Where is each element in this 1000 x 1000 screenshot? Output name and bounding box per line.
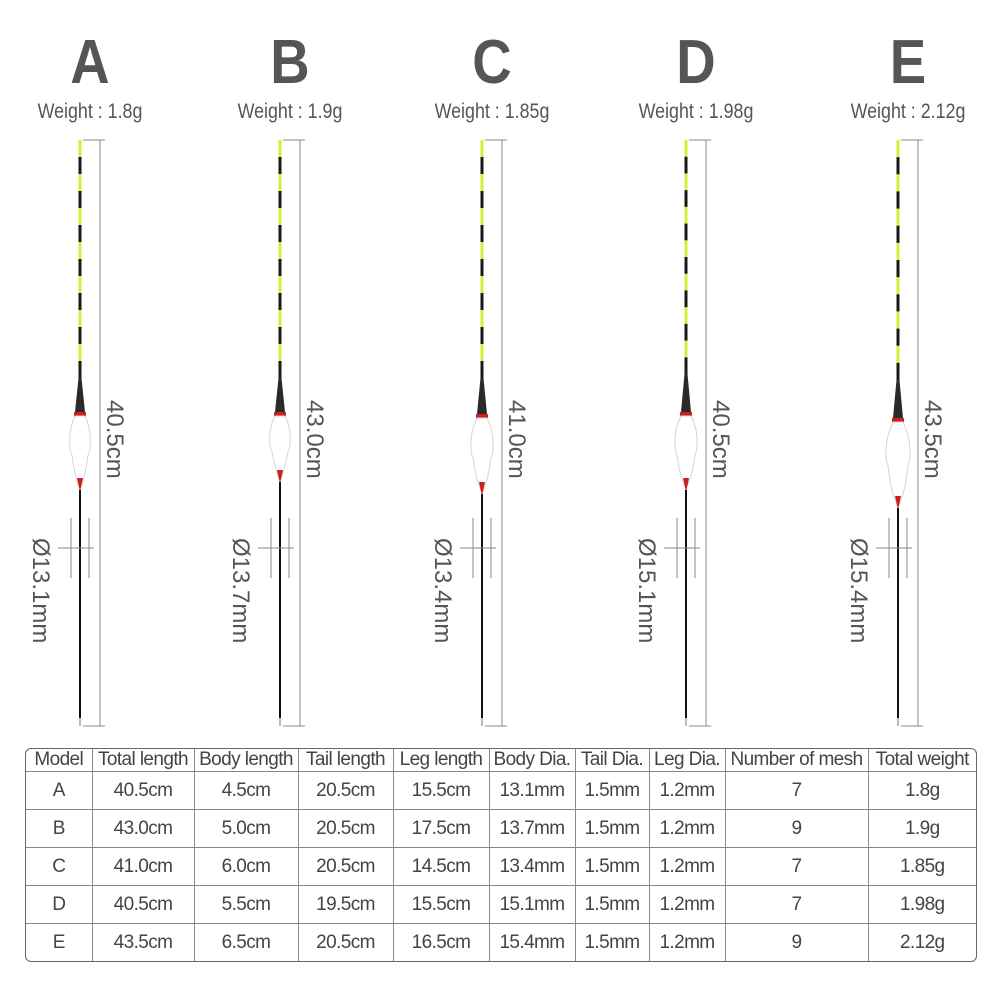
length-label: 43.0cm — [301, 400, 328, 479]
cell-body-length: 6.0cm — [194, 848, 298, 886]
cell-leg-length: 15.5cm — [393, 772, 489, 810]
cell-model: A — [26, 772, 92, 810]
cell-tail-dia: 1.5mm — [575, 848, 649, 886]
header-leg-length: Leg length — [393, 749, 489, 772]
cell-model: B — [26, 810, 92, 848]
cell-model: C — [26, 848, 92, 886]
cell-body-length: 5.5cm — [194, 886, 298, 924]
float-model-d — [596, 0, 796, 740]
cell-leg-length: 17.5cm — [393, 810, 489, 848]
diameter-label: Ø13.7mm — [227, 538, 254, 644]
length-label: 43.5cm — [919, 400, 946, 479]
cell-model: D — [26, 886, 92, 924]
cell-body-length: 5.0cm — [194, 810, 298, 848]
model-weight: Weight : 1.8g — [37, 100, 143, 123]
model-weight: Weight : 1.9g — [237, 100, 343, 123]
cell-tail-length: 19.5cm — [298, 886, 393, 924]
float-model-e — [808, 0, 1000, 740]
model-letter: D — [676, 28, 716, 97]
cell-number-of-mesh: 9 — [725, 924, 868, 961]
length-label: 40.5cm — [101, 400, 128, 479]
model-letter: B — [270, 28, 310, 97]
model-weight: Weight : 2.12g — [850, 100, 966, 123]
table-header-row — [26, 749, 976, 772]
model-letter: C — [472, 28, 512, 97]
cell-leg-length: 14.5cm — [393, 848, 489, 886]
header-tail-dia: Tail Dia. — [575, 749, 649, 772]
cell-leg-dia: 1.2mm — [649, 810, 725, 848]
cell-total-weight: 1.9g — [868, 810, 976, 848]
cell-total-length: 40.5cm — [92, 886, 194, 924]
header-tail-length: Tail length — [298, 749, 393, 772]
length-label: 41.0cm — [503, 400, 530, 479]
table-row — [26, 924, 976, 961]
header-body-length: Body length — [194, 749, 298, 772]
table-row — [26, 848, 976, 886]
header-model: Model — [26, 749, 92, 772]
cell-total-length: 40.5cm — [92, 772, 194, 810]
model-letter: E — [889, 28, 927, 97]
cell-model: E — [26, 924, 92, 961]
cell-tail-dia: 1.5mm — [575, 924, 649, 961]
cell-total-weight: 1.8g — [868, 772, 976, 810]
header-number-of-mesh: Number of mesh — [725, 749, 868, 772]
float-drawing — [392, 0, 592, 740]
table-row — [26, 810, 976, 848]
header-body-dia: Body Dia. — [489, 749, 575, 772]
cell-total-weight: 2.12g — [868, 924, 976, 961]
float-model-b — [190, 0, 390, 740]
cell-tail-length: 20.5cm — [298, 810, 393, 848]
cell-total-weight: 1.85g — [868, 848, 976, 886]
float-model-c — [392, 0, 592, 740]
table-row — [26, 886, 976, 924]
cell-leg-dia: 1.2mm — [649, 924, 725, 961]
header-total-weight: Total weight — [868, 749, 976, 772]
diameter-label: Ø15.4mm — [845, 538, 872, 644]
model-weight: Weight : 1.98g — [638, 100, 754, 123]
cell-total-length: 43.5cm — [92, 924, 194, 961]
cell-leg-dia: 1.2mm — [649, 772, 725, 810]
cell-body-dia: 13.1mm — [489, 772, 575, 810]
cell-tail-dia: 1.5mm — [575, 772, 649, 810]
float-drawing — [190, 0, 390, 740]
diameter-label: Ø15.1mm — [633, 538, 660, 644]
cell-tail-length: 20.5cm — [298, 772, 393, 810]
cell-tail-dia: 1.5mm — [575, 886, 649, 924]
cell-total-length: 41.0cm — [92, 848, 194, 886]
cell-body-dia: 13.4mm — [489, 848, 575, 886]
model-letter: A — [70, 28, 110, 97]
float-drawing — [596, 0, 796, 740]
cell-leg-dia: 1.2mm — [649, 848, 725, 886]
cell-tail-dia: 1.5mm — [575, 810, 649, 848]
cell-body-length: 6.5cm — [194, 924, 298, 961]
cell-body-dia: 15.1mm — [489, 886, 575, 924]
spec-table — [26, 749, 976, 961]
float-model-a — [0, 0, 190, 740]
header-leg-dia: Leg Dia. — [649, 749, 725, 772]
diameter-label: Ø13.1mm — [27, 538, 54, 644]
cell-leg-length: 15.5cm — [393, 886, 489, 924]
cell-number-of-mesh: 7 — [725, 886, 868, 924]
diameter-label: Ø13.4mm — [429, 538, 456, 644]
spec-table-container — [25, 748, 977, 962]
cell-body-dia: 15.4mm — [489, 924, 575, 961]
cell-number-of-mesh: 7 — [725, 772, 868, 810]
header-total-length: Total length — [92, 749, 194, 772]
cell-number-of-mesh: 7 — [725, 848, 868, 886]
cell-leg-dia: 1.2mm — [649, 886, 725, 924]
cell-tail-length: 20.5cm — [298, 848, 393, 886]
cell-total-weight: 1.98g — [868, 886, 976, 924]
cell-tail-length: 20.5cm — [298, 924, 393, 961]
cell-number-of-mesh: 9 — [725, 810, 868, 848]
cell-body-dia: 13.7mm — [489, 810, 575, 848]
length-label: 40.5cm — [707, 400, 734, 479]
float-drawing — [808, 0, 1000, 740]
cell-body-length: 4.5cm — [194, 772, 298, 810]
model-weight: Weight : 1.85g — [434, 100, 550, 123]
cell-total-length: 43.0cm — [92, 810, 194, 848]
cell-leg-length: 16.5cm — [393, 924, 489, 961]
table-row — [26, 772, 976, 810]
